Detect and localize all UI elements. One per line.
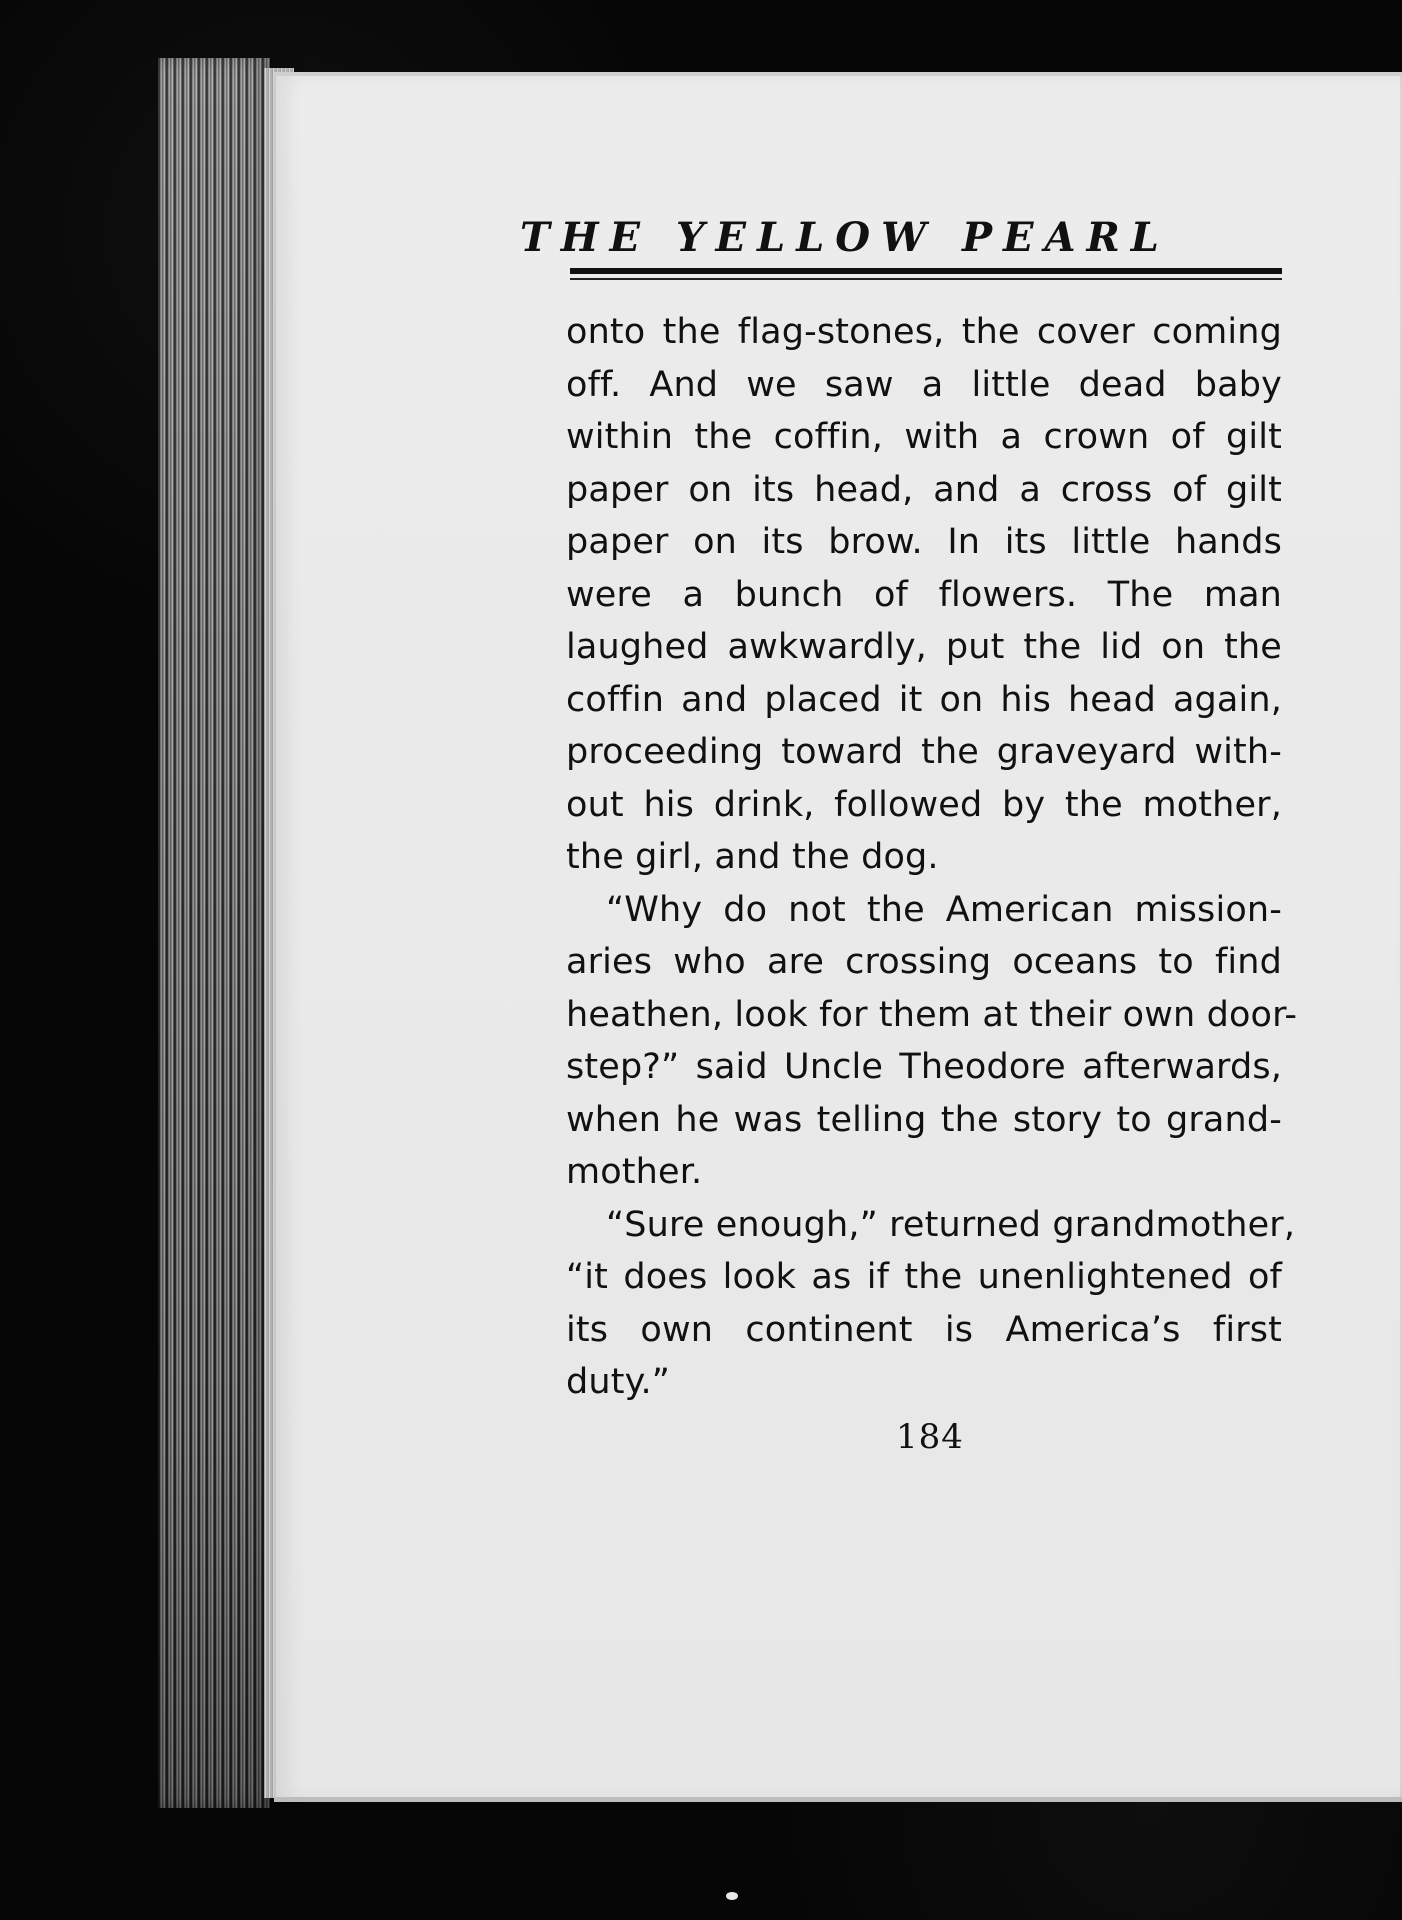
text-line: step?” said Uncle Theodore afterwards, [566, 1047, 1282, 1087]
text-line: when he was telling the story to grand- [566, 1099, 1282, 1140]
text-line: laughed awkwardly, put the lid on the [566, 627, 1282, 667]
text-line: “it does look as if the unenlightened of [566, 1257, 1282, 1297]
text-line: its own continent is America’s first [566, 1309, 1282, 1350]
text-line: paper on its head, and a cross of gilt [566, 469, 1282, 510]
text-line: off. And we saw a little dead baby [566, 364, 1282, 405]
paper-smudge [726, 1892, 738, 1900]
text-line: duty.” [566, 1362, 671, 1402]
text-line: coffin and placed it on his head again, [566, 679, 1282, 720]
page-body-text [566, 306, 1298, 1409]
text-line: out his drink, followed by the mother, [566, 784, 1282, 825]
text-line: “Why do not the American mission- [606, 889, 1282, 930]
page-number: 184 [896, 1417, 964, 1457]
text-line: within the coffin, with a crown of gilt [566, 417, 1282, 457]
header-rule-thin [570, 278, 1282, 280]
text-line: proceeding toward the graveyard with- [566, 732, 1282, 772]
text-line: onto the flag-stones, the cover coming [566, 312, 1282, 352]
text-line: paper on its brow. In its little hands [566, 522, 1282, 562]
text-line: were a bunch of flowers. The man [566, 574, 1282, 615]
text-line: heathen, look for them at their own door- [566, 994, 1298, 1035]
running-header: THE YELLOW PEARL [520, 214, 1170, 261]
text-line: the girl, and the dog. [566, 837, 939, 877]
book-page-edges [158, 58, 270, 1808]
text-line: mother. [566, 1152, 703, 1192]
text-line: aries who are crossing oceans to find [566, 942, 1282, 982]
text-line: “Sure enough,” returned grandmother, [606, 1204, 1296, 1245]
header-rule [570, 268, 1282, 274]
